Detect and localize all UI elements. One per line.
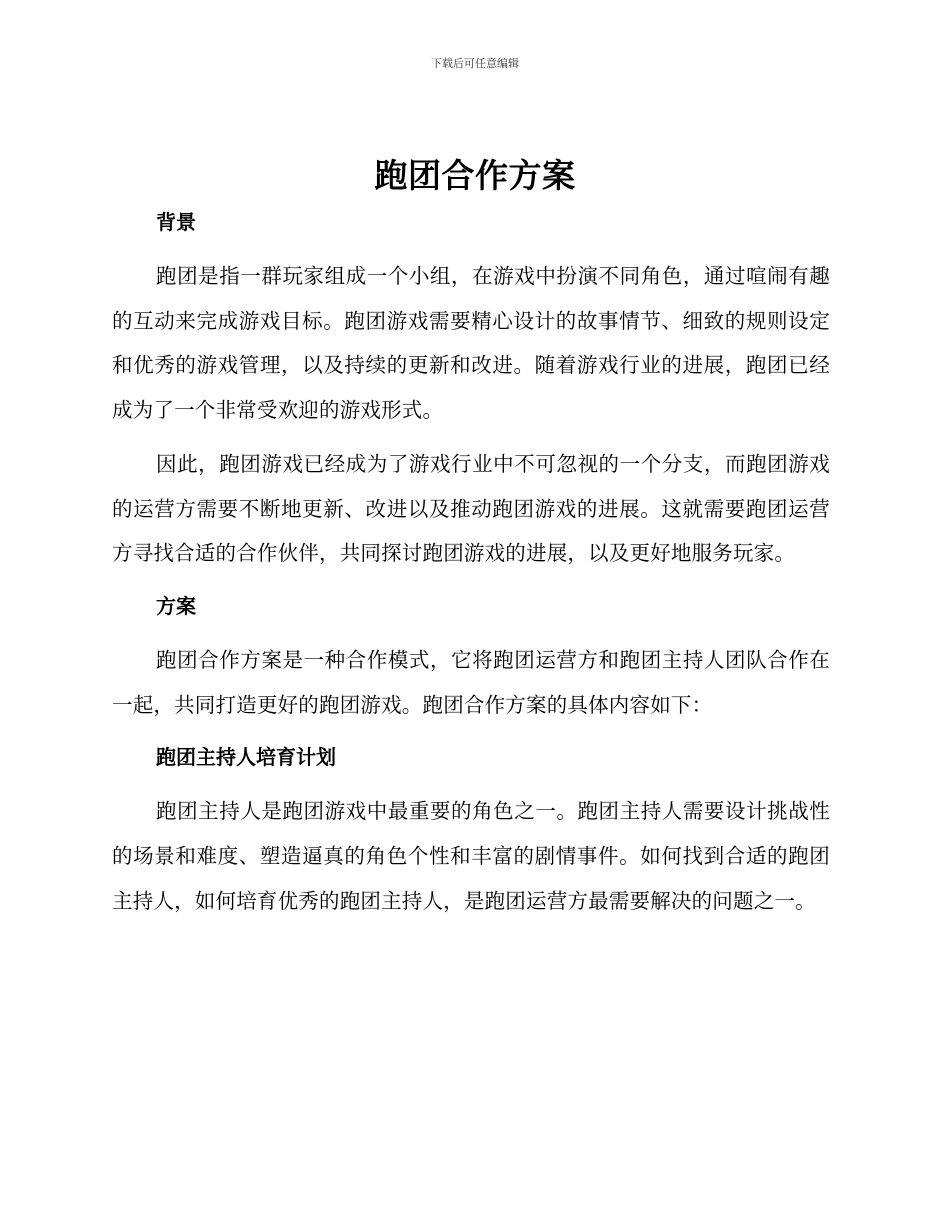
section-heading-background: 背景 xyxy=(156,210,196,234)
paragraph: 跑团合作方案是一种合作模式，它将跑团运营方和跑团主持人团队合作在一起，共同打造更好的跑团游戏。跑团合作方案的具体内容如下： xyxy=(112,647,830,717)
section-heading-host-training: 跑团主持人培育计划 xyxy=(156,745,336,770)
paragraph: 跑团主持人是跑团游戏中最重要的角色之一。跑团主持人需要设计挑战性的场景和难度、塑造逼真的角色个性和丰富的剧情事件。如何找到合适的跑团主持人，如何培育优秀的跑团主持人，是跑团运营方最需要解决的问题之一。 xyxy=(112,799,830,913)
page-header-note: 下载后可任意编辑 xyxy=(431,57,519,70)
paragraph: 因此，跑团游戏已经成为了游戏行业中不可忽视的一个分支，而跑团游戏的运营方需要不断地更新、改进以及推动跑团游戏的进展。这就需要跑团运营方寻找合适的合作伙伴，共同探讨跑团游戏的进展，以及更好地服务玩家。 xyxy=(112,451,830,566)
paragraph: 跑团是指一群玩家组成一个小组，在游戏中扮演不同角色，通过喧闹有趣的互动来完成游戏目标。跑团游戏需要精心设计的故事情节、细致的规则设定和优秀的游戏管理，以及持续的更新和改进。随着游戏行业的进展，跑团已经成为了一个非常受欢迎的游戏形式。 xyxy=(112,264,830,423)
section-heading-plan: 方案 xyxy=(156,593,196,618)
document-title: 跑团合作方案 xyxy=(374,156,576,195)
document-body xyxy=(112,202,830,923)
